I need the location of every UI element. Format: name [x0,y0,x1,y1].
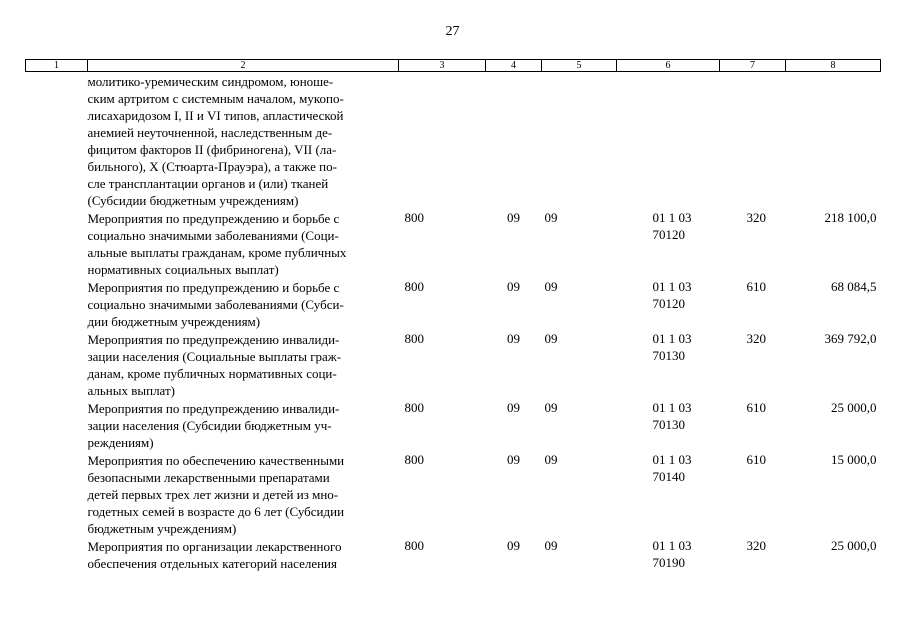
row-name [88,331,390,399]
row-name-cell [26,399,399,451]
row-name-line: зации населения (Субсидии бюджетным уч- [87,418,332,433]
section-code [486,72,542,210]
row-name-line: социально значимыми заболеваниями (Субси- [87,297,344,312]
row-name-line: бюджетным учреждениям) [87,521,237,536]
expense-type-code: 320 [746,331,766,346]
target-article-code: 01 1 03 70140 [652,452,692,484]
grbs-code [399,72,486,210]
table-row [26,451,881,537]
section-code: 09 [507,400,520,415]
row-name-line: альные выплаты гражданам, кроме публичных [87,245,347,260]
column-header-6: 6 [617,60,720,72]
row-name [88,538,390,572]
row-name-line: безопасными лекарственными препаратами [87,470,330,485]
subsection-code: 09 [544,400,558,415]
column-header-1: 1 [26,60,88,72]
budget-table [25,59,881,572]
row-name-line: молитико-уремическим синдромом, юноше- [87,74,334,89]
row-name-line: Мероприятия по организации лекарственного [87,539,342,554]
column-number-row [26,60,881,72]
row-name-line: Мероприятия по предупреждению и борьбе с [87,211,340,226]
amount: 68 084,5 [831,279,877,294]
page-number: 27 [445,24,460,39]
row-name-line: лисахаридозом I, II и VI типов, апластической [87,108,344,123]
amount: 218 100,0 [824,210,877,225]
row-name-line: (Субсидии бюджетным учреждениям) [87,193,299,208]
target-article-code: 01 1 03 70190 [652,538,692,570]
section-code: 09 [507,331,520,346]
grbs-code: 800 [404,210,424,225]
row-name-line: детей первых трех лет жизни и детей из мно- [87,487,339,502]
row-name [88,400,390,451]
target-article-code: 01 1 03 70120 [652,210,692,242]
table-body [26,72,881,573]
table-row [26,72,881,210]
subsection-code: 09 [544,538,558,553]
row-name-cell [26,209,399,278]
row-name [88,452,390,537]
subsection-code: 09 [544,452,558,467]
row-name-line: реждениям) [87,435,154,450]
row-name-line: анемией неуточненной, наследственным де- [87,125,333,140]
grbs-code: 800 [404,279,424,294]
grbs-code: 800 [404,452,424,467]
row-name-line: данам, кроме публичных нормативных соци- [87,366,337,381]
table-row [26,278,881,330]
target-article-code: 01 1 03 70130 [652,331,692,363]
row-name-line: ским артритом с системным началом, мукопо- [87,91,344,106]
table-row [26,537,881,572]
row-name-line: Мероприятия по предупреждению инвалиди- [87,332,340,347]
row-name-cell [26,537,399,572]
row-name-line: Мероприятия по обеспечению качественными [87,453,345,468]
subsection-code: 09 [544,279,558,294]
target-article-code [617,72,720,210]
section-code: 09 [507,279,520,294]
row-name-line: Мероприятия по предупреждению и борьбе с [87,280,340,295]
row-name-line: альных выплат) [87,383,176,398]
column-header-4: 4 [486,60,542,72]
target-article-code: 01 1 03 70130 [652,400,692,432]
column-header-8: 8 [786,60,881,72]
expense-type-code [720,72,786,210]
expense-type-code: 610 [746,452,766,467]
subsection-code: 09 [544,210,558,225]
row-name-cell [26,278,399,330]
table-row [26,399,881,451]
row-name-line: бильного), X (Стюарта-Прауэра), а также по- [87,159,337,174]
expense-type-code: 320 [746,538,766,553]
row-name [88,73,390,209]
row-name-line: Мероприятия по предупреждению инвалиди- [87,401,340,416]
section-code: 09 [507,538,520,553]
expense-type-code: 320 [746,210,766,225]
row-name-line: сле трансплантации органов и (или) тканей [87,176,329,191]
expense-type-code: 610 [746,400,766,415]
amount: 25 000,0 [831,400,877,415]
column-header-5: 5 [542,60,617,72]
row-name-cell [26,451,399,537]
row-name [88,210,390,278]
table-row [26,209,881,278]
row-name-cell [26,330,399,399]
amount [786,72,881,210]
expense-type-code: 610 [746,279,766,294]
amount: 369 792,0 [824,331,877,346]
amount: 15 000,0 [831,452,877,467]
grbs-code: 800 [404,400,424,415]
row-name-line: нормативных социальных выплат) [87,262,279,277]
column-header-2: 2 [88,60,399,72]
row-name-line: дии бюджетным учреждениям) [87,314,261,329]
grbs-code: 800 [404,331,424,346]
target-article-code: 01 1 03 70120 [652,279,692,311]
table-row [26,330,881,399]
column-header-3: 3 [399,60,486,72]
subsection-code: 09 [544,331,558,346]
section-code: 09 [507,210,520,225]
section-code: 09 [507,452,520,467]
row-name-line: фицитом факторов II (фибриногена), VII (ла- [87,142,337,157]
row-name-line: зации населения (Социальные выплаты граж- [87,349,342,364]
amount: 25 000,0 [831,538,877,553]
row-name-line: обеспечения отдельных категорий населения [87,556,337,571]
column-header-7: 7 [720,60,786,72]
subsection-code [542,72,617,210]
grbs-code: 800 [404,538,424,553]
row-name [88,279,390,330]
row-name-cell [26,72,399,210]
row-name-line: годетных семей в возрасте до 6 лет (Субсидии [87,504,345,519]
table-header [26,60,881,72]
row-name-line: социально значимыми заболеваниями (Соци- [87,228,339,243]
